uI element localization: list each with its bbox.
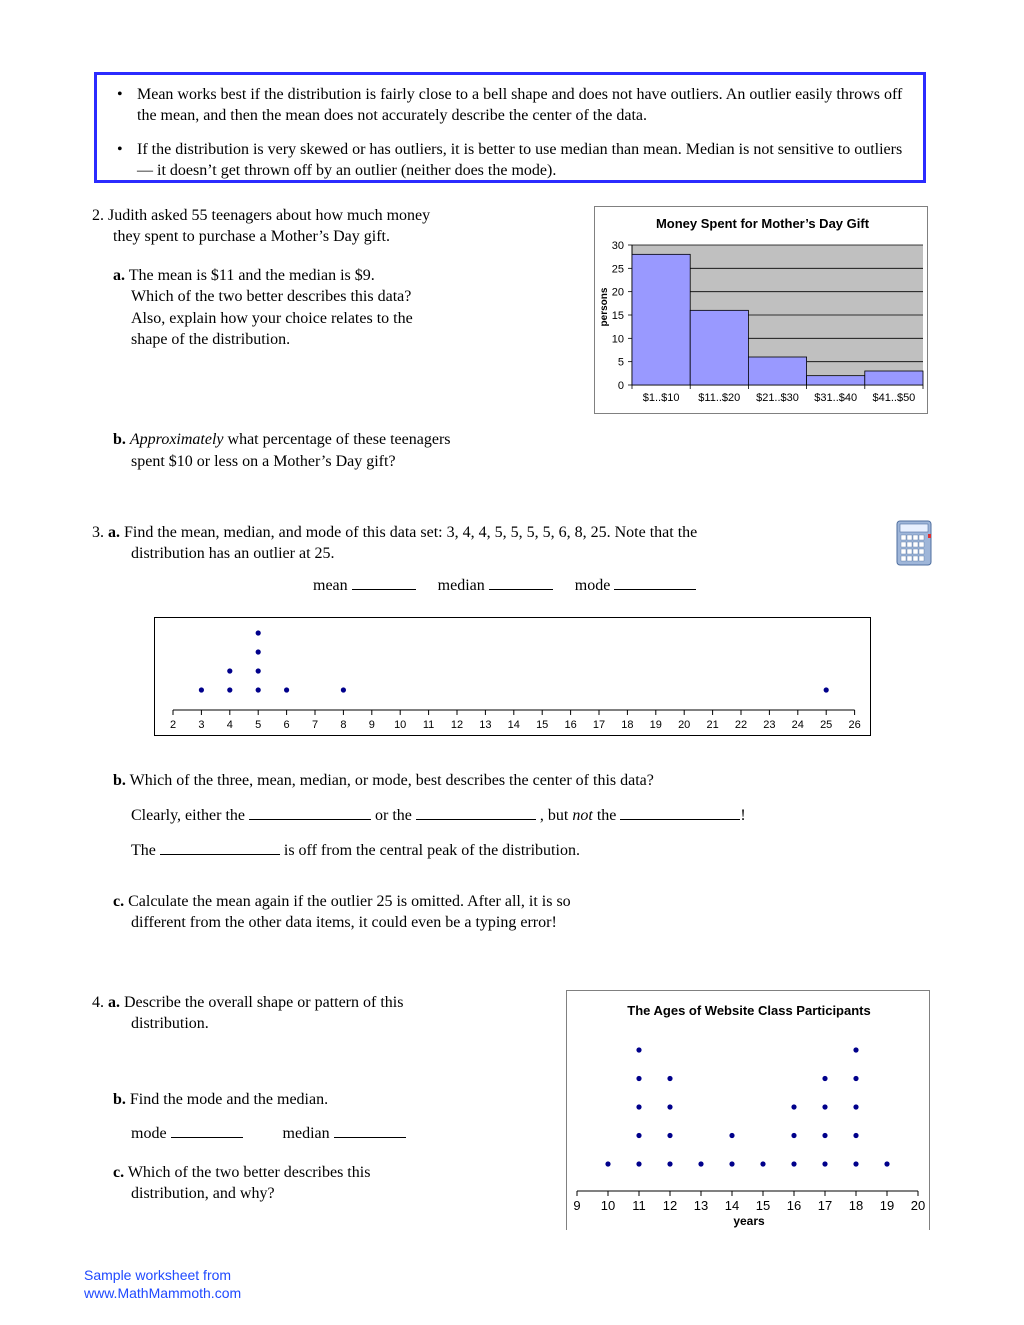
q2b-label: b. — [113, 431, 126, 448]
data-point — [822, 1076, 827, 1081]
q3b-fill2 — [131, 840, 580, 861]
x-tick-label: 10 — [600, 1198, 616, 1213]
data-point — [791, 1104, 796, 1109]
x-tick-label: 12 — [662, 1198, 678, 1213]
tip-text: Mean works best if the distribution is fairly close to a bell shape and does not have outliers. An outlier easily throws off the mean, and then the mean does not accurately describe the center of the data. — [137, 86, 903, 124]
y-tick-label: 20 — [611, 286, 624, 299]
mode-label: mode — [131, 1125, 167, 1142]
q3-number: 3. — [92, 524, 104, 541]
x-tick-label: $11..$20 — [698, 392, 741, 404]
q4c-line2: distribution, and why? — [131, 1185, 275, 1202]
q2-number: 2. — [92, 207, 104, 224]
histogram-svg — [595, 207, 927, 413]
x-tick-label: 15 — [536, 719, 549, 731]
x-tick-label: 14 — [507, 719, 520, 731]
data-point — [698, 1161, 703, 1166]
x-tick-label: 18 — [621, 719, 634, 731]
data-point — [227, 687, 232, 692]
q3c — [113, 891, 571, 912]
q3b — [113, 770, 654, 791]
fill-blank[interactable] — [160, 840, 280, 855]
x-tick-label: 5 — [255, 719, 262, 731]
data-point — [822, 1161, 827, 1166]
q4c — [113, 1162, 370, 1183]
x-tick-label: 9 — [368, 719, 375, 731]
q3c-line2: different from the other data items, it could even be a typing error! — [131, 914, 557, 931]
mean-blank[interactable] — [352, 575, 416, 590]
q2-prompt-line2: they spent to purchase a Mother’s Day gift. — [113, 228, 390, 245]
q2-prompt-line1: Judith asked 55 teenagers about how much money — [108, 207, 431, 224]
q4b — [113, 1089, 328, 1110]
footer-link[interactable]: www.MathMammoth.com — [84, 1285, 242, 1301]
data-point — [791, 1133, 796, 1138]
x-tick-label: 13 — [479, 719, 492, 731]
y-tick-label: 5 — [617, 356, 624, 369]
footer-line1: Sample worksheet from — [84, 1267, 232, 1283]
mode-blank[interactable] — [171, 1123, 243, 1138]
fill-blank[interactable] — [416, 805, 536, 820]
data-point — [822, 1104, 827, 1109]
q3b-fill1-but: , but — [539, 807, 569, 824]
mean-label: mean — [313, 577, 348, 594]
y-tick-label: 30 — [611, 240, 624, 252]
q3a-line2: distribution has an outlier at 25. — [131, 545, 335, 562]
x-tick-label: 22 — [734, 719, 748, 731]
bar — [690, 310, 748, 385]
x-tick-label: 20 — [910, 1198, 926, 1213]
x-tick-label: 11 — [632, 1198, 646, 1213]
q4b-line: Find the mode and the median. — [129, 1091, 329, 1108]
q2a — [113, 265, 375, 286]
dot-plot-q4-svg — [567, 991, 929, 1231]
q4c-label: c. — [113, 1164, 125, 1181]
chart-title: Money Spent for Mother’s Day Gift — [655, 216, 870, 231]
x-tick-label: $41..$50 — [872, 392, 916, 404]
data-point — [636, 1104, 641, 1109]
data-point — [605, 1161, 610, 1166]
data-point — [667, 1104, 672, 1109]
x-tick-label: 10 — [394, 719, 407, 731]
y-axis-label: persons — [599, 287, 610, 327]
data-point — [667, 1133, 672, 1138]
bar — [748, 357, 806, 385]
x-tick-label: 17 — [592, 719, 606, 731]
data-point — [760, 1161, 765, 1166]
q3a — [92, 522, 697, 543]
bar — [865, 371, 923, 385]
dot-plot-q3-svg — [155, 618, 870, 735]
bullet-mark: • — [117, 141, 123, 158]
q3b-fill1-end: ! — [740, 807, 746, 824]
q3b-question: Which of the three, mean, median, or mode, best describes the center of this data? — [129, 772, 654, 789]
mode-label: mode — [574, 577, 611, 594]
data-point — [227, 668, 232, 673]
x-tick-label: 11 — [422, 719, 435, 731]
x-tick-label: $21..$30 — [756, 392, 799, 404]
x-tick-label: 18 — [848, 1198, 864, 1213]
x-tick-label: 21 — [706, 719, 719, 731]
x-tick-label: 8 — [340, 719, 347, 731]
y-tick-label: 0 — [617, 380, 624, 392]
q3a-label: a. — [108, 524, 120, 541]
x-tick-label: $1..$10 — [642, 392, 680, 404]
median-blank[interactable] — [489, 575, 553, 590]
q3b-fill1-or: or the — [375, 807, 412, 824]
bar — [632, 254, 690, 385]
x-tick-label: 13 — [693, 1198, 709, 1213]
data-point — [853, 1076, 858, 1081]
data-point — [853, 1133, 858, 1138]
q2a-line3: Also, explain how your choice relates to the — [131, 310, 413, 327]
q2a-line2: Which of the two better describes this data? — [131, 288, 412, 305]
bullet-mark: • — [117, 86, 123, 103]
q3b-fill2-end: is off from the central peak of the distribution. — [283, 842, 580, 859]
x-tick-label: 14 — [724, 1198, 740, 1213]
q4a-label: a. — [108, 994, 120, 1011]
dot-plot-q4 — [566, 990, 930, 1230]
q4b-blanks — [131, 1123, 406, 1144]
median-label: median — [437, 577, 485, 594]
x-tick-label: 7 — [311, 719, 319, 731]
data-point — [636, 1076, 641, 1081]
data-point — [853, 1047, 858, 1052]
data-point — [256, 649, 261, 654]
x-tick-label: 6 — [283, 719, 290, 731]
q3a-answer-blanks — [313, 575, 696, 596]
x-tick-label: 15 — [755, 1198, 771, 1213]
q3b-label: b. — [113, 772, 126, 789]
data-point — [636, 1161, 641, 1166]
data-point — [729, 1161, 734, 1166]
x-tick-label: 19 — [879, 1198, 895, 1213]
data-point — [667, 1076, 672, 1081]
x-tick-label: 23 — [763, 719, 776, 731]
calculator-icon — [896, 520, 932, 566]
data-point — [729, 1133, 734, 1138]
data-point — [667, 1161, 672, 1166]
median-blank[interactable] — [334, 1123, 406, 1138]
q3b-fill1-not: not — [572, 807, 593, 824]
q3c-label: c. — [113, 893, 125, 910]
q2a-line4: shape of the distribution. — [131, 331, 291, 348]
x-tick-label: 16 — [786, 1198, 802, 1213]
y-tick-label: 25 — [611, 263, 624, 276]
q3c-line1: Calculate the mean again if the outlier 25 is omitted. After all, it is so — [128, 893, 571, 910]
data-point — [791, 1161, 796, 1166]
q3b-fill2-start: The — [131, 842, 156, 859]
data-point — [824, 687, 829, 692]
q2b — [113, 429, 451, 450]
tip-text: If the distribution is very skewed or has outliers, it is better to use median than mean. Median is not sensitive to outliers — it doesn’t get thrown off by an outlier (neither does the mode). — [137, 141, 903, 179]
data-point — [636, 1133, 641, 1138]
data-point — [256, 668, 261, 673]
data-point — [853, 1161, 858, 1166]
dot-plot-q3 — [154, 617, 871, 736]
x-tick-label: 16 — [564, 719, 577, 731]
tip-item — [117, 139, 907, 181]
fill-blank[interactable] — [620, 805, 740, 820]
q4c-line1: Which of the two better describes this — [127, 1164, 371, 1181]
tip-box — [94, 72, 926, 183]
y-tick-label: 15 — [611, 310, 624, 322]
x-tick-label: 19 — [649, 719, 662, 731]
data-point — [853, 1104, 858, 1109]
q4a-line2: distribution. — [131, 1015, 209, 1032]
q3a-line1: Find the mean, median, and mode of this data set: 3, 4, 4, 5, 5, 5, 5, 6, 8, 25. Note that the — [124, 524, 698, 541]
median-label: median — [282, 1125, 330, 1142]
footer — [84, 1266, 241, 1302]
data-point — [822, 1133, 827, 1138]
data-point — [256, 687, 261, 692]
q2b-emphasis: Approximately — [129, 431, 224, 448]
mode-blank[interactable] — [614, 575, 696, 590]
data-point — [884, 1161, 889, 1166]
q2a-label: a. — [113, 267, 125, 284]
x-tick-label: 20 — [678, 719, 691, 731]
data-point — [199, 687, 204, 692]
bar — [807, 376, 865, 385]
x-tick-label: 26 — [848, 719, 861, 731]
q3b-fill1 — [131, 805, 746, 826]
y-tick-label: 10 — [611, 333, 624, 346]
q4-number: 4. — [92, 994, 104, 1011]
q3b-fill1-the: the — [596, 807, 617, 824]
x-tick-label: 4 — [226, 719, 233, 731]
data-point — [341, 687, 346, 692]
x-tick-label: $31..$40 — [814, 392, 858, 404]
tip-item — [117, 84, 907, 126]
q3b-fill1-start: Clearly, either the — [131, 807, 246, 824]
x-tick-label: 12 — [450, 719, 464, 731]
x-tick-label: 17 — [817, 1198, 833, 1213]
x-tick-label: 2 — [169, 719, 177, 731]
x-tick-label: 3 — [198, 719, 205, 731]
data-point — [636, 1047, 641, 1052]
q2b-line2: spent $10 or less on a Mother’s Day gift? — [131, 453, 396, 470]
q2-prompt — [92, 205, 430, 226]
x-axis-label: years — [733, 1214, 765, 1228]
q4a-line1: Describe the overall shape or pattern of this — [124, 994, 404, 1011]
fill-blank[interactable] — [249, 805, 371, 820]
x-tick-label: 25 — [820, 719, 833, 731]
data-point — [256, 630, 261, 635]
q2a-line1: The mean is $11 and the median is $9. — [128, 267, 375, 284]
q4b-label: b. — [113, 1091, 126, 1108]
q2b-line1: what percentage of these teenagers — [223, 431, 451, 448]
x-tick-label: 24 — [791, 719, 804, 731]
data-point — [284, 687, 289, 692]
chart-title: The Ages of Website Class Participants — [627, 1003, 871, 1018]
histogram-chart — [594, 206, 928, 414]
x-tick-label: 9 — [573, 1198, 581, 1213]
q4a — [92, 992, 403, 1013]
